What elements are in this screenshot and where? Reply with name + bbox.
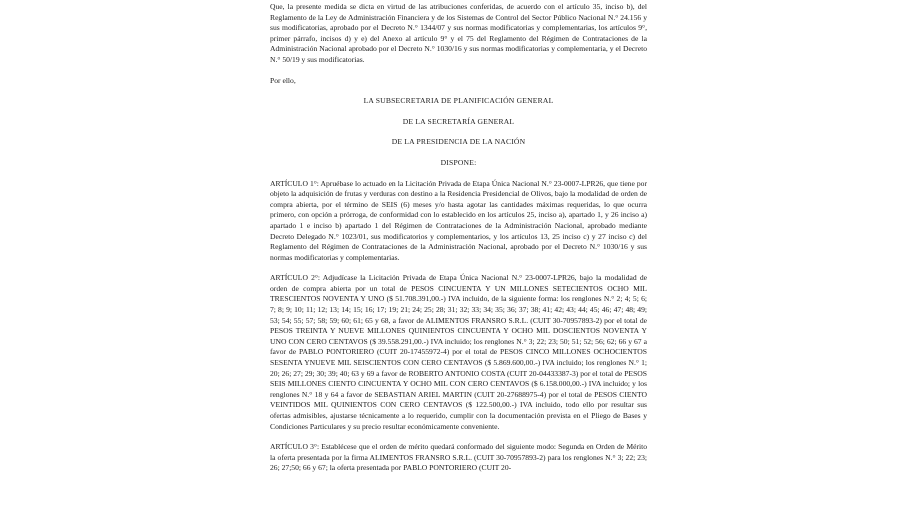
authority-line-2: DE LA SECRETARÍA GENERAL <box>402 116 515 126</box>
document-body <box>270 2 647 474</box>
por-ello-text: Por ello, <box>270 75 296 85</box>
authority-line-3: DE LA PRESIDENCIA DE LA NACIÓN <box>391 137 526 147</box>
authority-line-1: LA SUBSECRETARIA DE PLANIFICACIÓN GENERAL <box>363 96 554 106</box>
intro-paragraph: Que, la presente medida se dicta en virtud de las atribuciones conferidas, de acuerdo con el artículo 35, inciso b), del Reglamento de la Ley de Administración Financiera y de los Sistemas de Control del Sector Público Nacional N.° 24.156 y sus modificatorias, aprobado por el Decreto N.° 1344/07 y sus normas modificatorias y complementarias, los artículos 9°, primer párrafo, incisos d) y e) del Anexo al artículo 9° y el 75 del Reglamento del Régimen de Contrataciones de la Administración Nacional aprobado por el Decreto N.° 1030/16 y sus normas modificatorias y complementaria, y el Decreto N.° 50/19 y sus modificatorias. <box>270 2 647 64</box>
dispone-heading: DISPONE: <box>440 157 477 167</box>
article-1: ARTÍCULO 1°: Apruébase lo actuado en la Licitación Privada de Etapa Única Nacional N.° 23-0007-LPR26, que tiene por objeto la adquisición de frutas y verduras con destino a la Residencia Presidencial de Olivos, bajo la modalidad de orden de compra abierta, por el término de SEIS (6) meses y/o hasta agotar las cantidades máximas requeridas, lo que ocurra primero, con opción a prórroga, de conformidad con lo establecido en los artículos 25, inciso a), apartado 1, y 26 inciso a) apartado 1 e inciso b) apartado 1 del Régimen de Contrataciones de la Administración Nacional, aprobado mediante Decreto Delegado N.° 1023/01, sus modificatorios y complementarios, y los artículos 13, 25 inciso c) y 27 inciso c) del Reglamento del Régimen de Contrataciones de la Administración Nacional, aprobado por el Decreto N.° 1030/16 y sus normas modificatorias y complementarias. <box>270 178 647 262</box>
article-3: ARTÍCULO 3°: Establécese que el orden de mérito quedará conformado del siguiente modo: Segunda en Orden de Mérito la oferta presentada por la firma ALIMENTOS FRANSRO S.R.L. (CUIT 30-70957893-2) para los renglones N.° 3; 22; 23; 26; 27;50; 66 y 67; la oferta presentada por PABLO PONTORIERO (CUIT 20- <box>270 442 647 473</box>
article-2: ARTÍCULO 2°: Adjudícase la Licitación Privada de Etapa Única Nacional N.° 23-0007-LPR26, bajo la modalidad de orden de compra abierta por un total de PESOS CINCUENTA Y UN MILLONES SETECIENTOS OCHO MIL TRESCIENTOS NOVENTA Y UNO ($ 51.708.391,00.-) IVA incluido, de la siguiente forma: los renglones N.° 2; 4; 5; 6; 7; 8; 9; 10; 11; 12; 13; 14; 15; 16; 17; 19; 21; 24; 25; 28; 31; 32; 33; 34; 35; 36; 37; 38; 41; 42; 43; 44; 45; 46; 47; 48; 49; 53; 54; 55; 57; 58; 59; 60; 61; 65 y 68, a favor de ALIMENTOS FRANSRO S.R.L. (CUIT 30-70957893-2) por el total de PESOS TREINTA Y NUEVE MILLONES QUINIENTOS CINCUENTA Y OCHO MIL DOSCIENTOS NOVENTA Y UNO CON CERO CENTAVOS ($ 39.558.291,00.-) IVA incluido; los renglones N.° 3; 22; 23; 50; 51; 52; 56; 62; 66 y 67 a favor de PABLO PONTORIERO (CUIT 20-17455972-4) por el total de PESOS CINCO MILLONES OCHOCIENTOS SESENTA YNUEVE MIL SEISCIENTOS CON CERO CENTAVOS ($ 5.869.600,00.-) IVA incluido; los renglones N.° 1; 20; 26; 27; 29; 30; 39; 40; 63 y 69 a favor de ROBERTO ANTONIO COSTA (CUIT 20-04433387-3) por el total de PESOS SEIS MILLONES CIENTO CINCUENTA Y OCHO MIL CON CERO CENTAVOS ($ 6.158.000,00.-) IVA incluido; y los renglones N.° 18 y 64 a favor de SEBASTIAN ARIEL MARTIN (CUIT 20-27688975-4) por el total de PESOS CIENTO VEINTIDOS MIL QUINIENTOS CON CERO CENTAVOS ($ 122.500,00.-) IVA incluido, todo ello por resultar sus ofertas admisibles, ajustarse técnicamente a lo requerido, cumplir con la documentación prevista en el Pliego de Bases y Condiciones Particulares y su precio resultar económicamente conveniente. <box>270 273 647 431</box>
